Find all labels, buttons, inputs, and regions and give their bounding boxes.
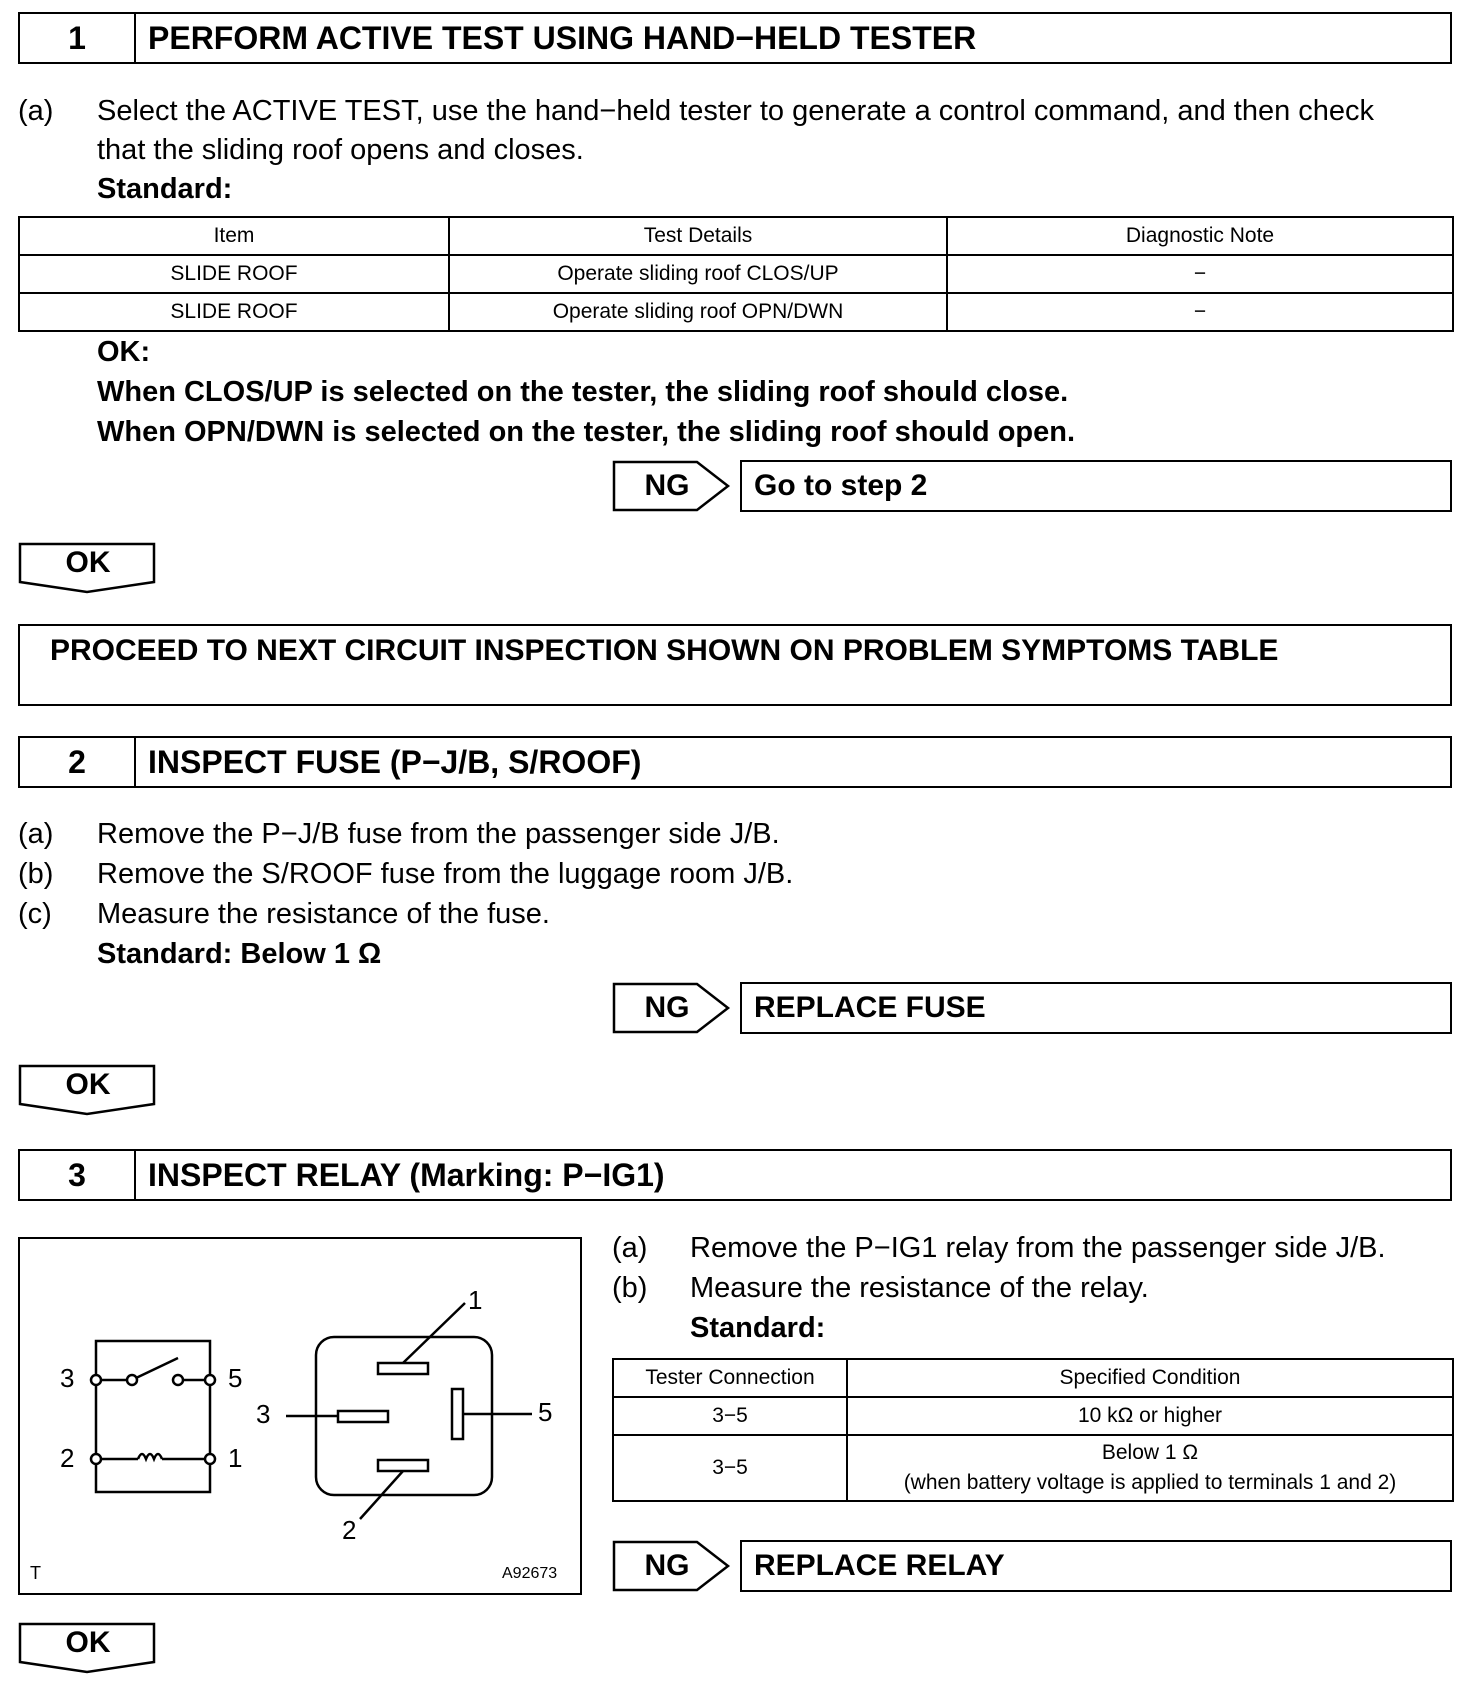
ng-result: REPLACE RELAY xyxy=(740,1540,1452,1592)
table-header-cell: Tester Connection xyxy=(613,1359,847,1397)
table-cell-line: (when battery voltage is applied to terminals 1 and 2) xyxy=(903,1471,1397,1494)
ng-label: NG xyxy=(644,991,690,1024)
ok-arrow xyxy=(18,1622,158,1674)
item-label: (b) xyxy=(18,858,54,890)
relay-spec-table xyxy=(612,1358,1454,1502)
ok-arrow xyxy=(18,1064,158,1116)
ng-result: REPLACE FUSE xyxy=(740,982,1452,1034)
table-cell: Operate sliding roof CLOS/UP xyxy=(449,255,947,293)
step-number: 1 xyxy=(20,14,136,62)
corner-mark: T xyxy=(30,1563,41,1583)
ng-label: NG xyxy=(644,1549,690,1582)
pin-label: 1 xyxy=(468,1285,483,1315)
standard-label: Standard: xyxy=(97,173,233,205)
table-cell: 10 kΩ or higher xyxy=(847,1397,1453,1435)
step-title: INSPECT RELAY (Marking: P−IG1) xyxy=(148,1156,665,1193)
table-cell: SLIDE ROOF xyxy=(19,293,449,331)
ok-label: OK xyxy=(65,1068,111,1101)
step-1-header xyxy=(18,12,1452,64)
item-text: Remove the S/ROOF fuse from the luggage room J/B. xyxy=(97,858,794,890)
item-text: Measure the resistance of the fuse. xyxy=(97,898,550,930)
pin-label: 5 xyxy=(538,1397,553,1427)
table-cell: 3−5 xyxy=(613,1435,847,1501)
table-header-cell: Diagnostic Note xyxy=(947,217,1453,255)
item-text: Remove the P−J/B fuse from the passenger side J/B. xyxy=(97,818,780,850)
item-label: (b) xyxy=(612,1272,648,1304)
item-label: (a) xyxy=(18,95,54,127)
step-title: PERFORM ACTIVE TEST USING HAND−HELD TESTER xyxy=(148,19,977,56)
step-2-header xyxy=(18,736,1452,788)
item-label: (c) xyxy=(18,898,52,930)
table-row xyxy=(19,255,1453,293)
table-cell: SLIDE ROOF xyxy=(19,255,449,293)
item-text: Select the ACTIVE TEST, use the hand−held tester to generate a control command, and then check xyxy=(97,95,1375,127)
table-row xyxy=(613,1435,1453,1501)
item-label: (a) xyxy=(18,818,54,850)
proceed-box: PROCEED TO NEXT CIRCUIT INSPECTION SHOWN ON PROBLEM SYMPTOMS TABLE xyxy=(18,624,1452,706)
table-cell-line: Below 1 Ω xyxy=(1101,1441,1199,1464)
ok-arrow xyxy=(18,542,158,594)
table-cell: − xyxy=(947,293,1453,331)
item-text: Measure the resistance of the relay. xyxy=(690,1272,1149,1304)
ok-condition: When CLOS/UP is selected on the tester, the sliding roof should close. xyxy=(97,376,1069,408)
table-header-row xyxy=(613,1359,1453,1397)
table-cell: Operate sliding roof OPN/DWN xyxy=(449,293,947,331)
relay-diagram xyxy=(20,1239,579,1592)
step-title: INSPECT FUSE (P−J/B, S/ROOF) xyxy=(148,743,642,780)
item-label: (a) xyxy=(612,1232,648,1264)
pin-label: 2 xyxy=(342,1515,357,1545)
figure-id: A92673 xyxy=(502,1565,558,1582)
table-cell: 3−5 xyxy=(613,1397,847,1435)
pin-label: 3 xyxy=(256,1399,271,1429)
relay-figure xyxy=(18,1237,582,1595)
table-row xyxy=(613,1397,1453,1435)
ng-label: NG xyxy=(644,469,690,502)
table-header-cell: Item xyxy=(19,217,449,255)
pin-label: 3 xyxy=(60,1363,75,1393)
ng-arrow xyxy=(612,460,732,512)
item-text: Remove the P−IG1 relay from the passenger side J/B. xyxy=(690,1232,1386,1264)
step-3-header xyxy=(18,1149,1452,1201)
pin-label: 2 xyxy=(60,1443,75,1473)
ok-label: OK: xyxy=(97,336,151,368)
step-number: 3 xyxy=(20,1151,136,1199)
table-header-cell: Specified Condition xyxy=(847,1359,1453,1397)
ok-condition: When OPN/DWN is selected on the tester, the sliding roof should open. xyxy=(97,416,1076,448)
standard-label: Standard: Below 1 Ω xyxy=(97,938,382,970)
ok-label: OK xyxy=(65,546,111,579)
table-header-row xyxy=(19,217,1453,255)
standard-label: Standard: xyxy=(690,1312,826,1344)
step-number: 2 xyxy=(20,738,136,786)
table-cell xyxy=(847,1435,1453,1501)
table-cell: − xyxy=(947,255,1453,293)
table-row xyxy=(19,293,1453,331)
item-text: that the sliding roof opens and closes. xyxy=(97,134,584,166)
ng-arrow xyxy=(612,982,732,1034)
pin-label: 1 xyxy=(228,1443,243,1473)
pin-label: 5 xyxy=(228,1363,243,1393)
active-test-table xyxy=(18,216,1454,332)
table-header-cell: Test Details xyxy=(449,217,947,255)
ok-label: OK xyxy=(65,1626,111,1659)
ng-arrow xyxy=(612,1540,732,1592)
ng-result: Go to step 2 xyxy=(740,460,1452,512)
